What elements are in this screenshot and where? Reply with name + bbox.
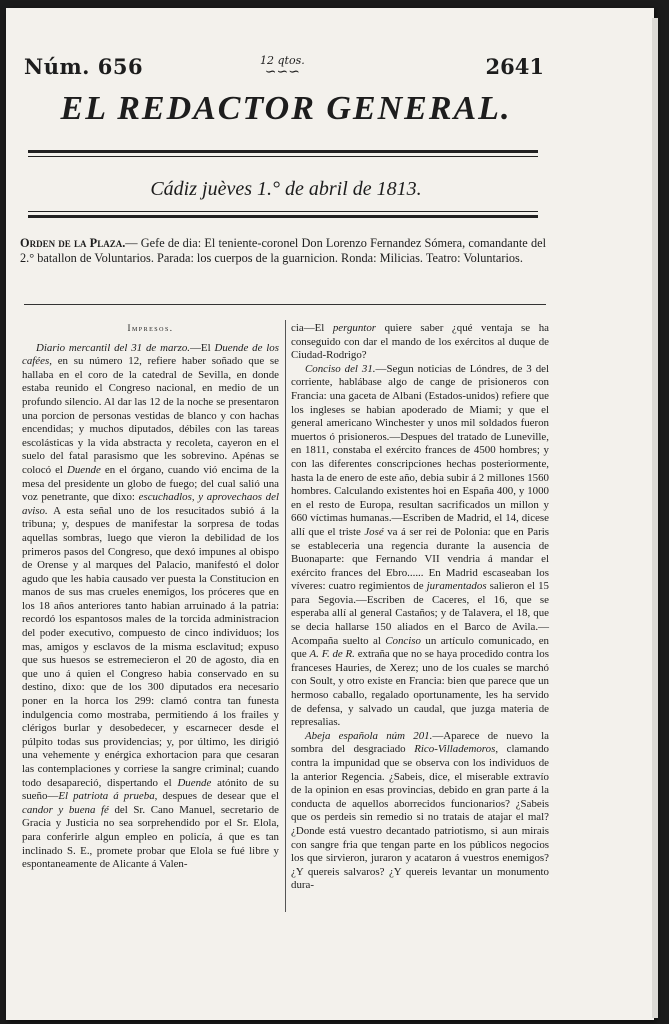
text-run: salieron el 15 para Segovia.—Escriben de Caceres, el 16, que se esperaba allí al general Castaños; y de Talavera, el 18, que se decia hallarse 150 aliados en el Barco de Avila.—Acompaña suelto al	[291, 580, 549, 647]
text-run: del Sr. Cano Manuel, secretario de Gracia y Justicia no sea sorprehendido por el Sr. Elola, para conferirle algun empleo en policía, á que es tan inclinado S. E., promete probar que Elola se fué libre y espontaneamente de Alicante á Valen-	[22, 803, 279, 871]
source-number: 201.	[405, 729, 433, 742]
italic-run: candor y buena fé	[22, 803, 109, 816]
italic-run: Conciso	[385, 634, 421, 647]
text-run: , en su número 12, refiere haber soñado que se hallaba en el coro de la catedral de Sevilla, en donde estaba reunido el Congreso nacional, en medio de un profundo silencio. Al dar las 12 de la noche se presentaron una porcion de personas vestidas de blanco y con hachas encendidas; y muchos diputados, débiles con las tareas escolásticas y la vida abstracta y recoleta, cayeron en el suelo del fatal parasismo que les sobrevino. Apénas se colocó el	[22, 355, 279, 476]
text-run: va á ser rei de Polonia: que en Paris se estableceria una regencia durante la ausencia de Buonaparte: que Fernando VII vendria á mandar el exército frances del Ebro...... En Madrid escaseaban los víveres: cuatro regimientos de	[291, 525, 550, 593]
page-edge	[652, 18, 658, 1018]
source-title: Conciso del 31.	[305, 362, 376, 375]
dateline: Cádiz juèves 1.° de abril de 1813.	[150, 178, 422, 200]
orden-text: — Gefe de dia: El teniente-coronel Don Lorenzo Fernandez Sómera, comandante del 2.° batallon de Voluntarios. Parada: los cuerpos de la guarnicion. Ronda: Milicias. Teatro: Voluntarios.	[20, 236, 546, 265]
issue-header	[24, 54, 544, 84]
right-column	[291, 322, 549, 893]
masthead-title: EL REDACTOR GENERAL.	[60, 90, 512, 127]
quires-note	[260, 54, 305, 80]
italic-run: Duende de los cafées	[22, 341, 279, 368]
source-title: Abeja española núm	[305, 729, 405, 742]
italic-run: Duende	[177, 776, 212, 789]
italic-run: Duende	[66, 463, 101, 476]
article-conciso	[291, 363, 549, 730]
text-run: —El	[190, 341, 215, 354]
text-run: —Segun noticias de Lóndres, de 3 del corriente, hablábase algo de cange de prisioneros con Francia: una gaceta de Albani (Estados-unidos) refiere que los ingleses se habian apoderado de Miami; y que el general americano Winchester y unos mil soldados fueron muertos ó prisioneros.—Despues del tratado de Luneville, en 1811, constaba el exército frances de 4500 hombres; y con las diferentes conscripciones hechas posteriormente, hasta la de enero de este año, debia subir á 2 millones 1560 hombres. Calculando existentes hoi en España 400, y 1000 en el resto de Europa, resultan sacrificados un millon y 660 víctimas humanas.—Escriben de Madrid, el 14, dicese allí que el triste	[291, 362, 550, 538]
column-divider	[285, 320, 286, 912]
section-heading: Impresos.	[127, 323, 174, 333]
text-run: cia—El	[291, 322, 333, 334]
text-run: en el órgano, cuando vió encima de la mesa del presidente un globo de fuego; del cual salió una voz penetrante, que dixo:	[22, 463, 279, 504]
issue-number: Núm. 656	[24, 54, 144, 79]
rule-top-thin	[28, 156, 538, 157]
left-column	[22, 322, 279, 872]
text-run: A esta señal uno de los resucitados subió á la tribuna; y, despues de manifestar la sorpresa de todas aquellas sombras, luego que vieron la debilidad de los primeros pasos del Congreso, que dexó impunes al obispo de Orense y al marques del Palacio, manifestó el dolor agudo que les habia causado ver puesta la Constitucion en manos de sus mas crueles enemigos, los próceres que en los 18 años anteriores tanto habian arruinado á la patria: recordó los espantosos males de la torcida administracion del poder executivo, compuesto de cinco individuos; los mas, amigos y esclavos de la misma esclavitud; expuso que sus huesos se estremecieron el 20 de agosto, dia en que uno á quien el Congreso habia conservado en su destino, dixo: que de los 300 diputados era necesario poner en la horca los 299: clamó contra tan funesta indulgencia como mostraba, permitiendo á los frailes y clérigos burlar y desobedecer, y escarnecer desde el púlpito todas sus providencias; y, por último, les dirigió una vehemente y enérgica exhortacion para que cesaran las contemplaciones y corriese la sangre criminal; cuando todo desapareció, dispertando el	[22, 504, 279, 789]
rule-mid-thick	[28, 215, 538, 218]
text-run: —Aparece de nuevo la sombra del desgraciado	[291, 729, 549, 756]
page-number: 2641	[485, 54, 544, 79]
italic-run: El patriota á prueba	[58, 790, 155, 803]
quires-label: 12 qtos.	[260, 54, 305, 67]
article-continuation	[291, 322, 549, 363]
article-diario-mercantil	[22, 342, 279, 872]
italic-run: Rico-Villademoros	[414, 743, 496, 756]
newspaper-page	[6, 8, 654, 1020]
article-abeja-espanola	[291, 730, 549, 893]
orden-label: Orden de la Plaza.	[20, 236, 126, 250]
text-run: , despues de desear que el	[154, 790, 279, 803]
text-run: un artículo comunicado, en que	[291, 634, 549, 661]
rule-mid-thin	[28, 211, 538, 212]
orden-de-la-plaza	[20, 236, 546, 266]
rule-top-thick	[28, 150, 538, 153]
italic-run: perguntor	[332, 322, 377, 334]
italic-run: José	[364, 525, 384, 538]
italic-run: juramentados	[426, 580, 487, 593]
text-run: quiere saber ¿qué ventaja se ha conseguido con dar el mando de los exércitos al duque de Ciudad-Rodrigo?	[291, 322, 549, 362]
text-run: atónito de su sueño—	[22, 776, 279, 803]
source-date: del 31 de marzo.	[110, 341, 191, 354]
source-title: Diario mercantil	[36, 341, 111, 354]
italic-run: escuchadlos, y aprovechaos del aviso.	[22, 491, 279, 517]
column-top-rule	[24, 304, 546, 305]
flourish-ornament: ∽∽∽	[264, 64, 300, 80]
text-run: extraña que no se haya procedido contra los franceses Hauries, de Xerez; uno de los cuales se marchó con Soult, y otro existe en Francia: bien que parece que un hermoso caballo, regalado oportunamente, les ha servido de defensa, y salvado un caudal, que juzga materia de represalias.	[291, 648, 549, 729]
text-run: , clamando contra la impunidad que se observa con los individuos de la anterior Regencia. ¿Sabeis, dice, el miserable extravío de la opinion en esas provincias, debido en gran parte á la conducta de aquellos aborrecidos funcionarios? ¿Sabeis que os perdeis sin remedio si no tratais de atajar el mal? ¿Donde está vuestro decantado patriotismo, si aun mirais con sangre fria que tengan parte en los públicos negocios los que sirvieron, juraron y acataron á vuestros enemigos? ¿Y quereis salvaros? ¿Y quereis levantar un monumento dura-	[291, 743, 549, 892]
italic-run: A. F. de R.	[309, 648, 355, 661]
